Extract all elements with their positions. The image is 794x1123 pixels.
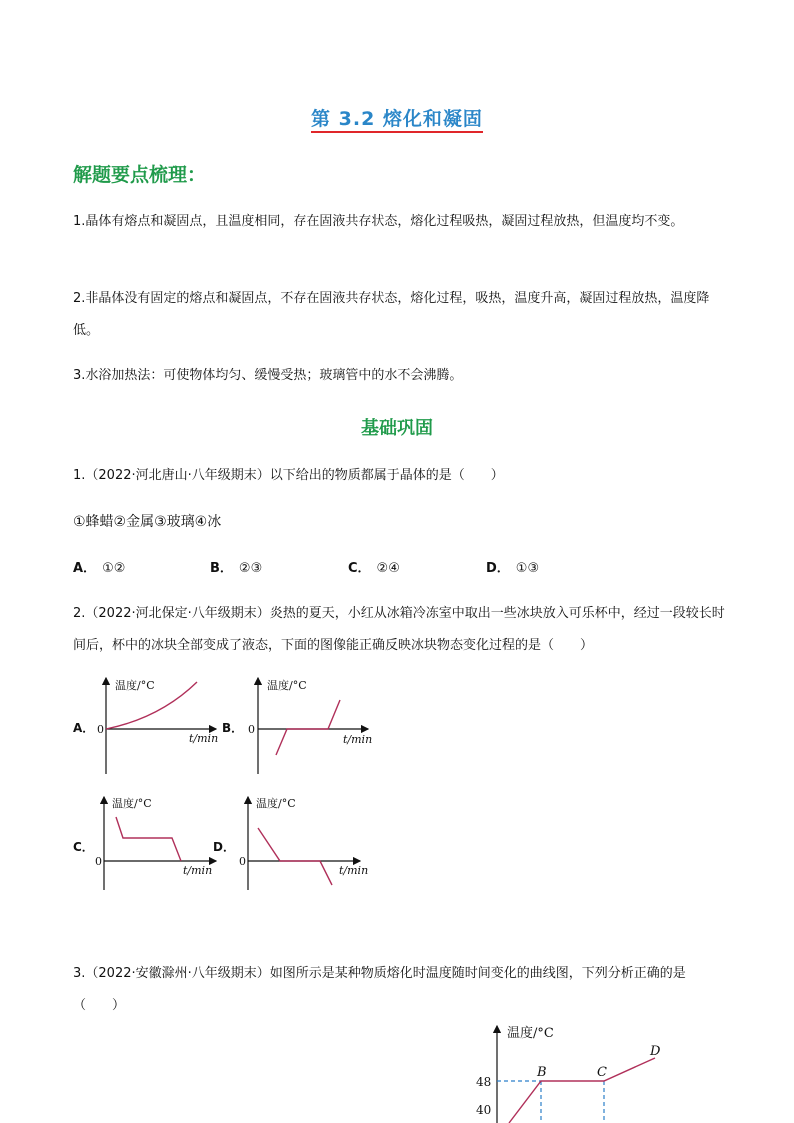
q3-point-c: C [597, 1065, 607, 1080]
graph-d-line [258, 828, 332, 885]
q3-point-b: B [537, 1065, 547, 1080]
q1-option-d[interactable]: D． ①③ [486, 561, 540, 576]
graph-c-y-label: 温度/°C [112, 797, 152, 810]
q3-y-label: 温度/°C [507, 1026, 554, 1041]
graph-a-x-label: t/min [189, 732, 219, 745]
question-1-stem: 1.（2022·河北唐山·八年级期末）以下给出的物质都属于晶体的是（ ） [73, 468, 504, 483]
graph-a[interactable] [97, 678, 218, 774]
q2-option-b-label[interactable]: B． [222, 721, 244, 735]
graph-c-line [116, 817, 181, 861]
q2-option-d-label[interactable]: D． [213, 840, 235, 854]
q3-tick-40: 40 [476, 1103, 492, 1117]
graph-d[interactable] [239, 796, 368, 890]
tip-3: 3.水浴加热法：可使物体均匀、缓慢受热；玻璃管中的水不会沸腾。 [73, 368, 463, 383]
graph-b-line [276, 700, 340, 755]
graph-b-x-label: t/min [343, 733, 373, 746]
graph-a-origin: 0 [97, 723, 104, 736]
q2-option-c-label[interactable]: C． [73, 840, 94, 854]
section-heading: 基础巩固 [361, 418, 433, 439]
q3-point-d: D [650, 1044, 661, 1059]
q3-curve [509, 1058, 655, 1123]
question-1-items: ①蜂蜡②金属③玻璃④冰 [73, 514, 222, 530]
q2-option-a-label[interactable]: A． [73, 721, 95, 735]
tip-2: 2.非晶体没有固定的熔点和凝固点，不存在固液共存状态，熔化过程，吸热，温度升高，凝固过程放热，温度降低。 [73, 291, 710, 338]
q3-tick-48: 48 [476, 1075, 492, 1089]
q1-option-c[interactable]: C． ②④ [348, 561, 400, 576]
graph-b[interactable] [248, 678, 372, 774]
graph-b-y-label: 温度/°C [267, 679, 307, 692]
graph-d-y-label: 温度/°C [256, 797, 296, 810]
page-title: 第 3.2 熔化和凝固 [0, 104, 794, 131]
graph-c-origin: 0 [95, 855, 102, 868]
q1-option-a[interactable]: A． ①② [73, 561, 126, 576]
q3-graph [476, 1025, 661, 1123]
graph-c[interactable] [95, 796, 216, 890]
tips-heading: 解题要点梳理： [73, 164, 207, 186]
graph-d-origin: 0 [239, 855, 246, 868]
graph-a-y-label: 温度/°C [115, 679, 155, 692]
graph-c-x-label: t/min [183, 864, 213, 877]
graph-b-origin: 0 [248, 723, 255, 736]
question-3-stem: 3.（2022·安徽滁州·八年级期末）如图所示是某种物质熔化时温度随时间变化的曲线图，下列分析正确的是（ ） [73, 966, 686, 1013]
q1-option-b[interactable]: B． ②③ [210, 561, 263, 576]
question-2-stem: 2.（2022·河北保定·八年级期末）炎热的夏天，小红从冰箱冷冻室中取出一些冰块放入可乐杯中，经过一段较长时间后，杯中的冰块全部变成了液态，下面的图像能正确反映冰块物态变化过程的是（ ） [73, 606, 725, 653]
tip-1: 1.晶体有熔点和凝固点，且温度相同，存在固液共存状态，熔化过程吸热，凝固过程放热，但温度均不变。 [73, 214, 684, 229]
graph-d-x-label: t/min [339, 864, 369, 877]
